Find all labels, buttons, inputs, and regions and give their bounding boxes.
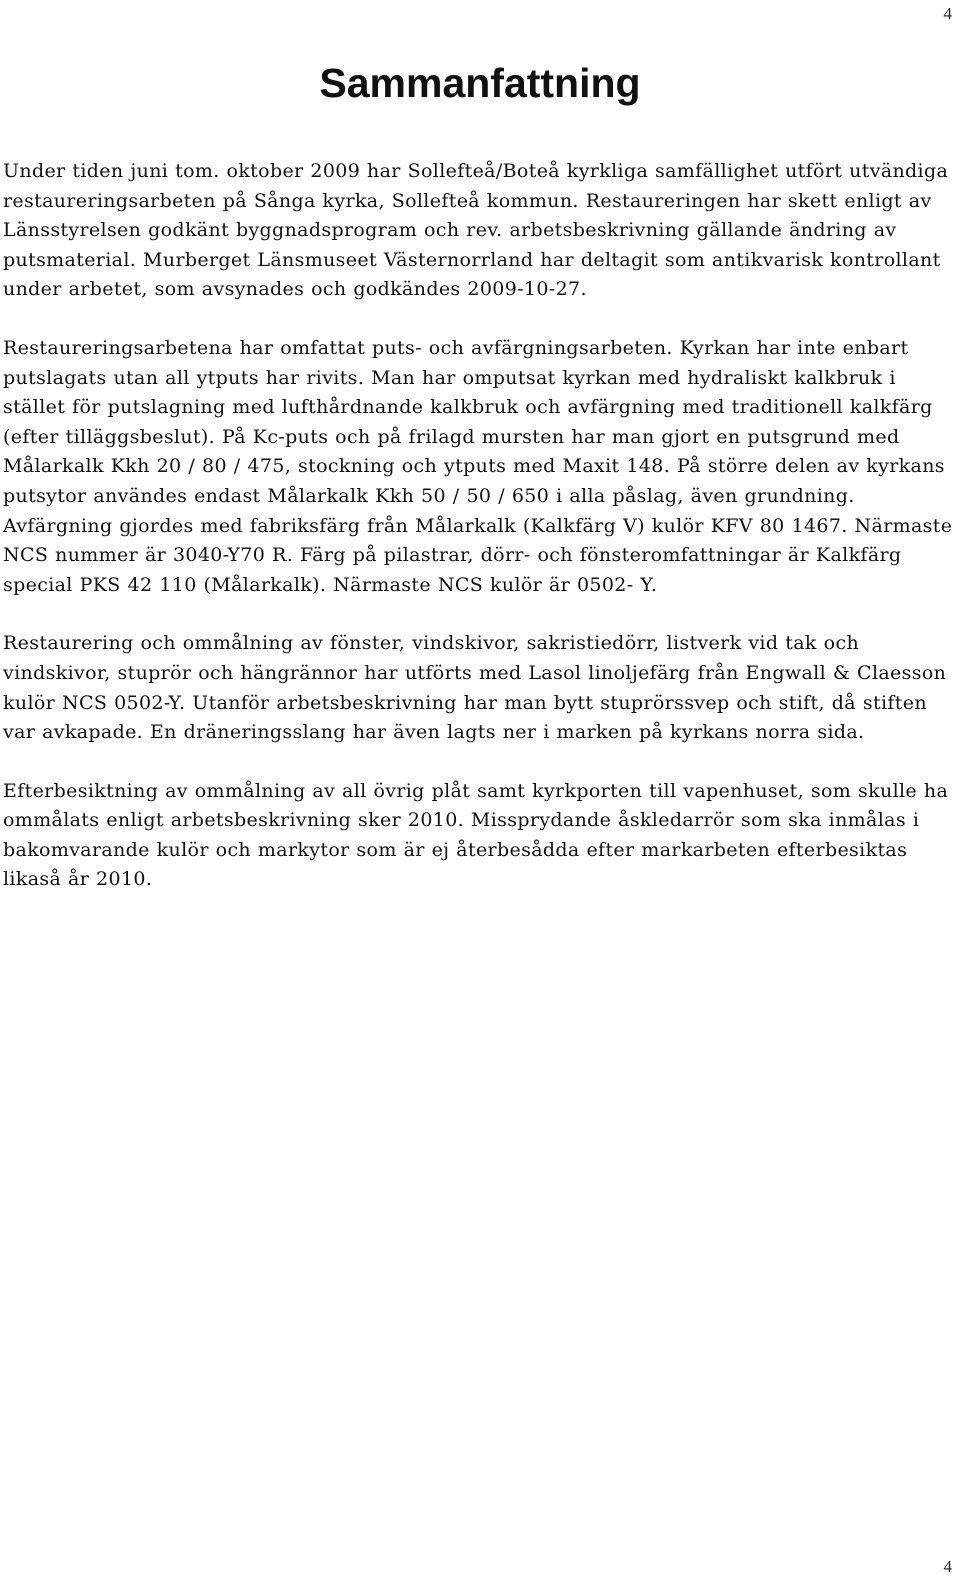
paragraph-4: Efterbesiktning av ommålning av all övrig plåt samt kyrkporten till vapenhuset, som skulle ha ommålats enligt arbetsbeskrivning sker 2010. Missprydande åskledarrör som ska inmålas i bakomvarande kulör och markytor som är ej återbesådda efter markarbeten efterbesiktas likaså år 2010. xyxy=(3,779,949,891)
paragraph-3: Restaurering och ommålning av fönster, vindskivor, sakristiedörr, listverk vid tak och vindskivor, stuprör och hängrännor har utförts med Lasol linoljefärg från Engwall & Claesson kulör NCS 0502-Y. Utanför arbetsbeskrivning har man bytt stuprörssvep och stift, då stiften var avkapade. En dräneringsslang har även lagts ner i marken på kyrkans norra sida. xyxy=(3,632,947,744)
document-body xyxy=(3,157,953,924)
paragraph-2: Restaureringsarbetena har omfattat puts- och avfärgningsarbeten. Kyrkan har inte enbart putslagats utan all ytputs har rivits. Man har omputsat kyrkan med hydraliskt kalkbruk i stället för putslagning med lufthårdnande kalkbruk och avfärgning med traditionell kalkfärg (efter tilläggsbeslut). På Kc-puts och på frilagd mursten har man gjort en putsgrund med Målarkalk Kkh 20 / 80 / 475, stockning och ytputs med Maxit 148. På större delen av kyrkans putsytor användes endast Målarkalk Kkh 50 / 50 / 650 i alla påslag, även grundning. Avfärgning gjordes med fabriksfärg från Målarkalk (Kalkfärg V) kulör KFV 80 1467. Närmaste NCS nummer är 3040-Y70 R. Färg på pilastrar, dörr- och fönsteromfattningar är Kalkfärg special PKS 42 110 (Målarkalk). Närmaste NCS kulör är 0502- Y. xyxy=(3,336,953,596)
page-number-top: 4 xyxy=(943,4,952,23)
page-number-bottom: 4 xyxy=(943,1557,952,1576)
paragraph-1: Under tiden juni tom. oktober 2009 har Sollefteå/Boteå kyrkliga samfällighet utfört utvändiga restaureringsarbeten på Sånga kyrka, Sollefteå kommun. Restaureringen har skett enligt av Länsstyrelsen godkänt byggnadsprogram och rev. arbetsbeskrivning gällande ändring av putsmaterial. Murberget Länsmuseet Västernorrland har deltagit som antikvarisk kontrollant under arbetet, som avsynades och godkändes 2009-10-27. xyxy=(3,160,949,301)
page-title: Sammanfattning xyxy=(319,60,641,106)
